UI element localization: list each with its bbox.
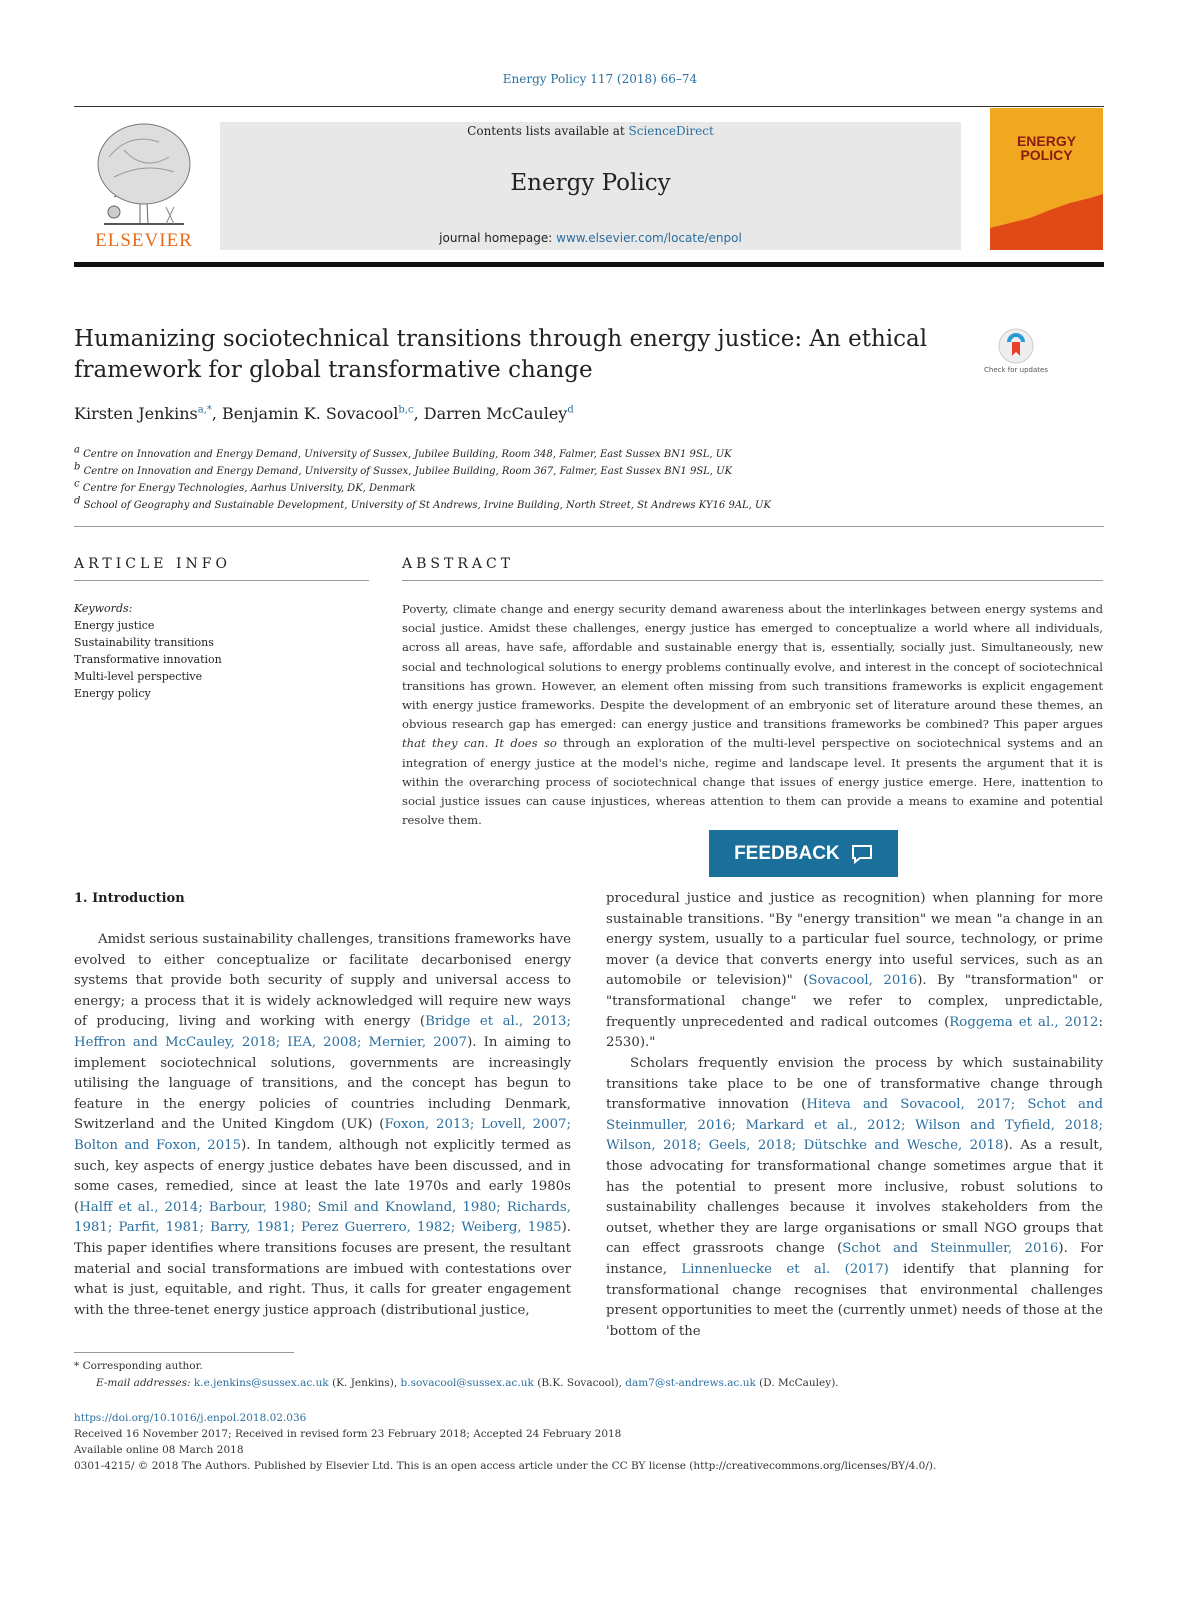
citation-link[interactable]: Schot and Steinmuller, 2016: [842, 1241, 1059, 1257]
keywords-list: [74, 600, 222, 702]
contents-line: Contents lists available at ScienceDirect: [467, 124, 714, 138]
email-link[interactable]: b.sovacool@sussex.ac.uk: [400, 1377, 534, 1389]
body-text: ). In tandem, although not explicitly termed as such, key aspects of energy justice debates have been discussed, and in some cases, remedied, since at least the late 1970s and early 1980s (: [74, 1137, 572, 1215]
available-online: Available online 08 March 2018: [74, 1444, 244, 1456]
divider: [74, 1352, 294, 1353]
affiliation: $^d$ School of Geography and Sustainable Development, University of St Andrews, Irvine Building, North Street, St Andrews KY16 9AL, UK: [74, 495, 771, 511]
journal-citation[interactable]: Energy Policy 117 (2018) 66–74: [502, 72, 698, 86]
keywords-label: Keywords:: [74, 602, 133, 615]
homepage-link[interactable]: www.elsevier.com/locate/enpol: [556, 231, 742, 245]
citation-link[interactable]: Roggema et al., 2012: [949, 1014, 1099, 1030]
author-sup[interactable]: b,c: [398, 404, 414, 416]
divider: [402, 580, 1103, 581]
citation-link[interactable]: Halff et al., 2014; Barbour, 1980; Smil and Knowland, 1980; Richards, 1981; Parfit, 1981; Barry, 1981; Perez Guerrero, 1982; Weiberg, 1985: [74, 1199, 571, 1236]
citation-link[interactable]: Hiteva and Sovacool, 2017; Schot and Steinmuller, 2016; Markard et al., 2012; Wilson and Tyfield, 2018; Wilson, 2018; Geels, 2018; Dütschke and Wesche, 2018: [606, 1097, 1103, 1154]
cover-wave-icon: [990, 188, 1103, 250]
homepage-line: journal homepage: www.elsevier.com/locate/enpol: [439, 231, 742, 245]
keyword: Transformative innovation: [74, 653, 222, 666]
body-text: ). This paper identifies where transitions focuses are present, the resultant material and social transformations are imbued with contestations over what is just, equitable, and right. Thus, it calls for greater engagement with the three-tenet energy justice approach (distributional justice,: [74, 1220, 571, 1318]
corresponding-author-note: * Corresponding author.: [74, 1360, 203, 1372]
body-text: ). In aiming to implement sociotechnical solutions, governments are increasingly utilising the language of transitions, and the concept has begun to feature in the energy policies of countries including Denmark, Switzerland and the United Kingdom (UK) (: [74, 1034, 571, 1133]
author-name[interactable]: Kirsten Jenkins: [74, 404, 198, 423]
body-text: : 2530).": [606, 1014, 1104, 1051]
cover-title: ENERGY POLICY: [1016, 133, 1077, 163]
author-list: Kirsten Jenkins$^{a,*}$, Benjamin K. Sovacool$^{b,c}$, Darren McCauley$^d$: [74, 404, 574, 423]
check-for-updates-icon[interactable]: [984, 326, 1048, 382]
affiliation: $^c$ Centre for Energy Technologies, Aarhus University, DK, Denmark: [74, 478, 416, 494]
intro-right-paragraph: [606, 1054, 1103, 1342]
publisher-wordmark: ELSEVIER: [95, 230, 193, 251]
author-name[interactable]: Benjamin K. Sovacool: [222, 404, 399, 423]
sciencedirect-link[interactable]: ScienceDirect: [628, 124, 714, 138]
divider: [74, 526, 1104, 527]
footnotes: [74, 1358, 839, 1392]
article-info-heading: ARTICLE INFO: [74, 556, 231, 572]
journal-title: Energy Policy: [510, 170, 671, 196]
journal-cover[interactable]: [990, 108, 1103, 250]
citation-link[interactable]: Sovacool, 2016: [808, 973, 918, 989]
divider: [74, 580, 369, 581]
body-text: identify that planning for transformational change recognises that environmental challenges present opportunities to meet the (currently unmet) needs of those at the 'bottom of the: [606, 1261, 1103, 1339]
feedback-button[interactable]: FEEDBACK: [709, 830, 898, 877]
body-text: Scholars frequently envision the process by which sustainability transitions take place to be one of transformative change through transformative innovation (: [606, 1056, 1103, 1113]
citation-link[interactable]: Foxon, 2013; Lovell, 2007; Bolton and Foxon, 2015: [74, 1117, 571, 1153]
section-heading-introduction: 1. Introduction: [74, 891, 185, 906]
abstract-heading: ABSTRACT: [402, 556, 515, 572]
email-link[interactable]: dam7@st-andrews.ac.uk: [625, 1377, 756, 1389]
affiliation: $^b$ Centre on Innovation and Energy Demand, University of Sussex, Jubilee Building, Room 367, Falmer, East Sussex BN1 9SL, UK: [74, 461, 733, 477]
keyword: Energy policy: [74, 687, 151, 700]
body-text: Amidst serious sustainability challenges, transitions frameworks have evolved to either conceptualize or facilitate decarbonised energy systems that provide both security of supply and universal access to energy; a process that it is widely acknowledged will require new ways of producing, living and working with energy (: [74, 932, 571, 1030]
body-text: ). As a result, those advocating for transformational change sometimes argue that it has the potential to present more inclusive, robust solutions to sustainability challenges because it involves stakeholders from the outset, whether they are large organisations or small NGO groups that can effect grassroots change (: [606, 1138, 1103, 1257]
author-name[interactable]: Darren McCauley: [423, 404, 568, 423]
body-text: ). By "transformation" or "transformational change" we refer to complex, unpredictable, frequently unprecedented and radical outcomes (: [606, 973, 1103, 1030]
received-dates: Received 16 November 2017; Received in revised form 23 February 2018; Accepted 24 February 2018: [74, 1428, 622, 1440]
article-title: Humanizing sociotechnical transitions through energy justice: An ethical framework for global transformative change: [74, 326, 928, 383]
publication-info: [74, 1410, 936, 1474]
intro-left-column: [74, 930, 571, 1321]
body-text: procedural justice and justice as recognition) when planning for more sustainable transitions. "By "energy transition" we mean "a change in an energy system, usually to a particular fuel source, technology, or prime mover (a device that converts energy into useful services, such as an automobile or television)" (: [606, 891, 1103, 989]
keyword: Sustainability transitions: [74, 636, 214, 649]
citation-link[interactable]: Bridge et al., 2013; Heffron and McCauley, 2018; IEA, 2008; Mernier, 2007: [74, 1014, 571, 1050]
affiliation: $^a$ Centre on Innovation and Energy Demand, University of Sussex, Jubilee Building, Room 348, Falmer, East Sussex BN1 9SL, UK: [74, 444, 732, 460]
citation-link[interactable]: Linnenluecke et al. (2017): [681, 1261, 889, 1277]
author-sup[interactable]: d: [567, 404, 574, 416]
author-sup[interactable]: a,*: [197, 404, 212, 416]
check-for-updates-label: Check for updates: [984, 366, 1048, 374]
email-addresses: E-mail addresses: k.e.jenkins@sussex.ac.uk (K. Jenkins), b.sovacool@sussex.ac.uk (B.K. Sovacool), dam7@st-andrews.ac.uk (D. McCauley).: [96, 1377, 839, 1389]
affiliations: [74, 446, 771, 514]
email-link[interactable]: k.e.jenkins@sussex.ac.uk: [193, 1377, 329, 1389]
abstract-text: Poverty, climate change and energy security demand awareness about the interlinkages between energy systems and social justice. Amidst these challenges, energy justice has emerged to conceptualize a world where all individuals, across all areas, have safe, affordable and sustainable energy that is, essentially, socially just. Simultaneously, new social and technological solutions to energy problems continually evolve, and interest in the concept of sociotechnical transitions has grown. However, an element often missing from such transitions frameworks is explicit engagement with energy justice frameworks. Despite the development of an embryonic set of literature around these themes, an obvious research gap has emerged: can energy justice and transitions frameworks be combined? This paper argues that they can. It does so through an exploration of the multi-level perspective on sociotechnical systems and an integration of energy justice at the model's niche, regime and landscape level. It presents the argument that it is within the overarching process of sociotechnical change that issues of energy justice emerge. Here, inattention to social justice issues can cause injustices, whereas attention to them can provide a means to examine and potential resolve them.: [402, 602, 1103, 828]
divider: [74, 106, 1104, 107]
doi-link[interactable]: https://doi.org/10.1016/j.enpol.2018.02.036: [74, 1412, 307, 1424]
body-text: ). For instance,: [606, 1241, 1103, 1277]
intro-right-paragraph: [606, 889, 1103, 1054]
keyword: Energy justice: [74, 619, 155, 632]
license-line: 0301-4215/ © 2018 The Authors. Published by Elsevier Ltd. This is an open access article under the CC BY license (http://creativecommons.org/licenses/BY/4.0/).: [74, 1460, 937, 1472]
speech-bubble-icon: [851, 844, 873, 864]
divider: [74, 262, 1104, 267]
keyword: Multi-level perspective: [74, 670, 203, 683]
